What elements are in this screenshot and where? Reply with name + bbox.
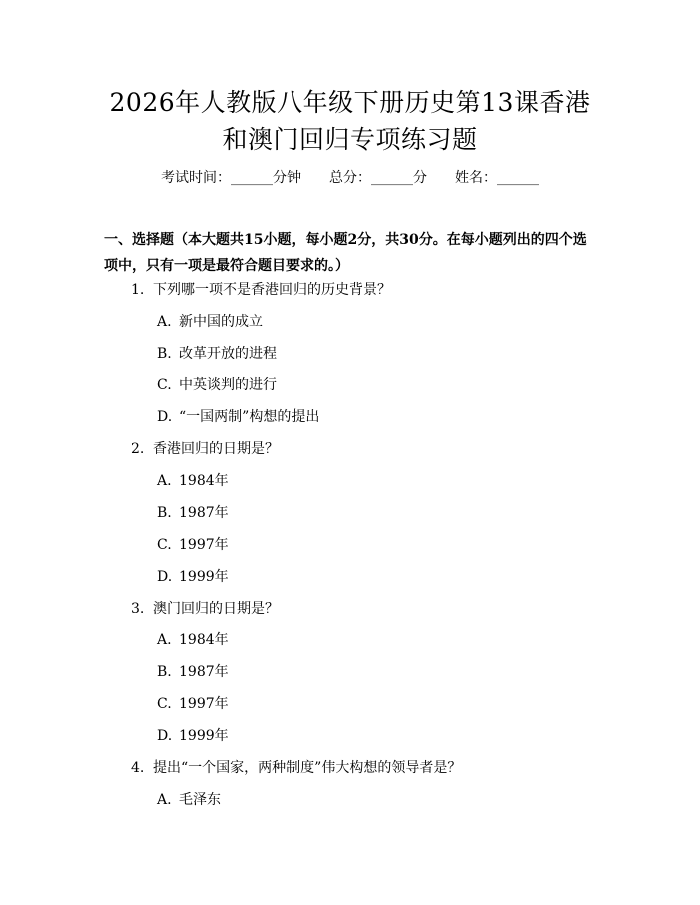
option-text: 1984年 — [179, 473, 229, 489]
question-number: 1. — [131, 282, 145, 298]
question-number: 2. — [131, 441, 145, 457]
option-1d[interactable] — [157, 407, 587, 427]
score-unit: 分 — [413, 170, 427, 186]
option-text: 1987年 — [179, 505, 229, 521]
option-text: 改革开放的进程 — [179, 346, 277, 362]
question-text: 提出“一个国家，两种制度”伟大构想的领导者是？ — [153, 760, 462, 776]
option-key: B. — [157, 346, 172, 362]
time-label: 考试时间： — [161, 170, 231, 186]
option-text: 1999年 — [179, 728, 229, 744]
option-key: B. — [157, 505, 172, 521]
question-text: 澳门回归的日期是？ — [153, 601, 279, 617]
time-blank: ______ — [231, 170, 273, 186]
option-3b[interactable] — [157, 662, 587, 682]
option-3c[interactable] — [157, 694, 587, 714]
section-heading-line-2: 项中，只有一项是最符合题目要求的。） — [104, 258, 349, 274]
name-blank: ______ — [497, 170, 539, 186]
option-text: 新中国的成立 — [179, 314, 263, 330]
option-3d[interactable] — [157, 726, 587, 746]
option-1a[interactable] — [157, 312, 587, 332]
question-2 — [131, 439, 591, 459]
option-key: A. — [157, 632, 172, 648]
option-1c[interactable] — [157, 375, 587, 395]
option-text: 1997年 — [179, 537, 229, 553]
question-4 — [131, 758, 591, 778]
option-text: 1984年 — [179, 632, 229, 648]
option-text: 毛泽东 — [179, 792, 221, 808]
option-2b[interactable] — [157, 503, 587, 523]
question-text: 香港回归的日期是？ — [153, 441, 279, 457]
question-1 — [131, 280, 591, 300]
option-key: C. — [157, 696, 172, 712]
question-text: 下列哪一项不是香港回归的历史背景？ — [153, 282, 391, 298]
option-key: A. — [157, 473, 172, 489]
option-key: A. — [157, 792, 172, 808]
score-blank: ______ — [371, 170, 413, 186]
exam-info-row — [0, 168, 700, 188]
page-title-line-1: 2026年人教版八年级下册历史第13课香港 — [109, 88, 591, 117]
option-2d[interactable] — [157, 567, 587, 587]
option-text: 中英谈判的进行 — [179, 377, 277, 393]
option-4a[interactable] — [157, 790, 587, 810]
section-heading-line-1: 一、选择题（本大题共15小题，每小题2分，共30分。在每小题列出的四个选 — [104, 232, 587, 248]
name-label: 姓名： — [455, 170, 497, 186]
option-2a[interactable] — [157, 471, 587, 491]
option-text: 1987年 — [179, 664, 229, 680]
question-number: 3. — [131, 601, 145, 617]
option-1b[interactable] — [157, 344, 587, 364]
option-key: C. — [157, 537, 172, 553]
question-number: 4. — [131, 760, 145, 776]
option-key: B. — [157, 664, 172, 680]
option-text: 1997年 — [179, 696, 229, 712]
option-3a[interactable] — [157, 630, 587, 650]
option-key: C. — [157, 377, 172, 393]
score-label: 总分： — [329, 170, 371, 186]
option-key: D. — [157, 569, 173, 585]
option-text: “一国两制”构想的提出 — [179, 409, 320, 425]
page-title-line-2: 和澳门回归专项练习题 — [222, 125, 478, 154]
option-text: 1999年 — [179, 569, 229, 585]
option-key: D. — [157, 728, 173, 744]
option-key: D. — [157, 409, 173, 425]
option-2c[interactable] — [157, 535, 587, 555]
option-key: A. — [157, 314, 172, 330]
time-unit: 分钟 — [273, 170, 301, 186]
question-3 — [131, 599, 591, 619]
